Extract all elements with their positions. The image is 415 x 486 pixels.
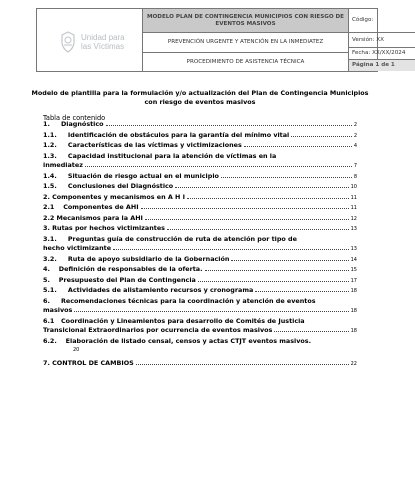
toc-leader-dots: [175, 187, 348, 188]
toc-entry-text: 5. Presupuesto del Plan de Contingencia: [43, 275, 196, 284]
toc-entry[interactable]: [43, 152, 357, 172]
document-title: Modelo de plantilla para la formulación y/o actualización del Plan de Contingencia Municipios con riesgo de eventos masivos: [31, 89, 369, 106]
toc-page-number: 10: [350, 184, 357, 190]
header-subtitle-1: PREVENCIÓN URGENTE Y ATENCIÓN EN LA INMEDIATEZ: [143, 33, 348, 53]
toc-entry[interactable]: [43, 141, 357, 152]
colombia-seal-icon: [59, 31, 77, 53]
pagina-field: Página 1 de 1: [349, 60, 415, 71]
toc-page-number: 18: [350, 328, 357, 334]
unidad-victimas-logo: [59, 31, 139, 55]
toc-page-number: 11: [350, 205, 357, 211]
toc-page-number: 17: [350, 277, 357, 284]
toc-entry[interactable]: [43, 131, 357, 142]
toc-leader-dots: [145, 219, 349, 220]
toc-leader-dots: [205, 270, 349, 271]
toc-page-number: 2: [353, 122, 357, 128]
toc-leader-dots: [198, 281, 349, 282]
toc-entry[interactable]: [43, 255, 357, 266]
toc-entry[interactable]: [43, 203, 357, 214]
toc-entry-text: 3.1. Preguntas guía de construcción de ruta de atención por tipo de: [43, 234, 297, 243]
header-middle: [143, 9, 348, 71]
toc-page-number: 7: [353, 163, 357, 169]
toc-page-number: 18: [350, 308, 357, 314]
toc-heading: Tabla de contenido: [43, 114, 106, 122]
toc-page-number: 4: [353, 143, 357, 149]
toc-leader-dots: [274, 331, 348, 332]
toc-entry[interactable]: [43, 276, 357, 287]
toc-page-number: 15: [350, 267, 357, 273]
toc-leader-dots: [221, 177, 352, 178]
toc-entry[interactable]: [43, 120, 357, 131]
toc-leader-dots: [74, 311, 348, 312]
header-title: MODELO PLAN DE CONTINGENCIA MUNICIPIOS CON RIESGO DE EVENTOS MASIVOS: [143, 9, 348, 33]
toc-entry-continuation: hecho victimizante: [43, 244, 112, 252]
toc-leader-dots: [244, 146, 352, 147]
toc-entry-text: 6.2. Elaboración de listado censal, censos y actas CTJT eventos masivos.: [43, 336, 312, 345]
toc-entry-text: 2. Componentes y mecanismos en A H I: [43, 192, 185, 201]
toc-entry-text: 5.1. Actividades de alistamiento recursos y cronograma: [43, 286, 254, 294]
toc-page-number: 2: [353, 132, 357, 139]
toc-leader-dots: [167, 229, 349, 230]
toc-leader-dots: [85, 166, 352, 167]
toc-leader-dots: [136, 364, 349, 365]
table-of-contents: [43, 120, 357, 370]
toc-page-number: 12: [350, 215, 357, 222]
toc-entry-text: 6. Recomendaciones técnicas para la coordinación y atención de eventos: [43, 296, 316, 305]
toc-leader-dots: [231, 260, 348, 261]
toc-entry[interactable]: [43, 359, 357, 370]
toc-entry[interactable]: [43, 224, 357, 235]
toc-leader-dots: [106, 125, 352, 126]
toc-entry-text: 7. CONTROL DE CAMBIOS: [43, 359, 134, 367]
toc-entry-text: 1.3. Capacidad institucional para la atención de víctimas en la: [43, 151, 277, 160]
toc-entry-text: 1.5. Conclusiones del Diagnóstico: [43, 182, 174, 190]
toc-entry-text: 3.2. Ruta de apoyo subsidiario de la Gobernación: [43, 254, 230, 263]
toc-entry-continuation: inmediatez: [43, 161, 83, 169]
toc-entry-text: 4. Definición de responsables de la oferta.: [43, 265, 203, 273]
toc-entry-text: 1.4. Situación de riesgo actual en el municipio: [43, 171, 219, 180]
toc-entry-text: 2.1 Componentes de AHI: [43, 203, 139, 211]
toc-page-number: 18: [350, 288, 357, 294]
toc-entry[interactable]: [43, 317, 357, 337]
toc-entry-text: 3. Rutas por hechos victimizantes: [43, 224, 165, 232]
toc-entry[interactable]: [43, 182, 357, 193]
toc-page-number: 20: [73, 347, 80, 353]
fecha-field: Fecha: XX/XX/2024: [349, 48, 415, 60]
version-field: Versión: XX: [349, 33, 415, 48]
toc-entry[interactable]: [43, 297, 357, 317]
toc-page-number: 13: [350, 226, 357, 232]
toc-entry-continuation: masivos: [43, 306, 73, 314]
toc-page-number: 14: [350, 256, 357, 263]
toc-page-number: 22: [350, 361, 357, 367]
toc-page-number: 13: [350, 246, 357, 252]
toc-entry-text: 1.1. Identificación de obstáculos para la garantía del mínimo vital: [43, 130, 290, 139]
toc-entry[interactable]: [43, 193, 357, 204]
toc-entry[interactable]: [43, 286, 357, 297]
toc-entry-text: 1. Diagnóstico: [43, 120, 104, 128]
logo-cell: [37, 9, 143, 71]
toc-page-number: 8: [353, 173, 357, 180]
toc-page-number: 11: [350, 194, 357, 201]
document-header: [36, 8, 406, 72]
codigo-field: Código:: [349, 9, 415, 33]
toc-entry-text: 2.2 Mecanismos para la AHI: [43, 213, 143, 222]
toc-entry[interactable]: [43, 265, 357, 276]
toc-leader-dots: [141, 208, 349, 209]
toc-entry[interactable]: [43, 172, 357, 183]
toc-leader-dots: [187, 198, 349, 199]
header-subtitle-2: PROCEDIMIENTO DE ASISTENCIA TÉCNICA: [186, 58, 305, 65]
toc-entry-continuation: Transicional Extraordinarios por ocurrencia de eventos masivos: [43, 326, 273, 334]
logo-line-2: las Víctimas: [81, 42, 125, 51]
toc-entry[interactable]: [43, 235, 357, 255]
logo-line-1: Unidad para: [81, 33, 125, 42]
toc-leader-dots: [255, 291, 348, 292]
toc-entry-text: 1.2. Características de las víctimas y victimizaciones: [43, 141, 242, 149]
toc-entry[interactable]: [43, 214, 357, 225]
header-meta: [348, 9, 415, 71]
toc-leader-dots: [113, 249, 349, 250]
toc-leader-dots: [291, 136, 352, 137]
toc-entry-text: 6.1 Coordinación y Lineamientos para desarrollo de Comités de Justicia: [43, 316, 305, 325]
toc-entry[interactable]: [43, 337, 357, 355]
